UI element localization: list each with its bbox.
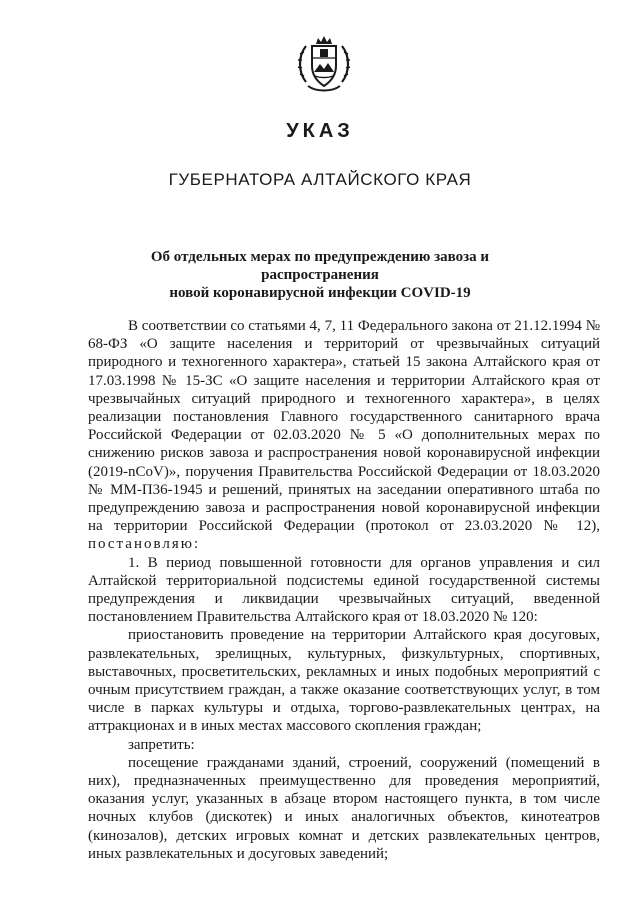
visits-paragraph: посещение гражданами зданий, строений, сооружений (помещений в них), предназначенных преимущественно для проведения мероприятий, оказания услуг, указанных в абзаце втором настоящего пункта, в том числе ночных клубов (дискотек) и иных аналогичных объектов, кинотеатров (кинозалов), детских игровых комнат и детских развлекательных центров, иных развлекательных и досуговых заведений; (88, 754, 600, 862)
resolve-word: постановляю: (88, 536, 201, 553)
document-title-line-1: Об отдельных мерах по предупреждению завоза и распространения (150, 249, 490, 283)
document-title (100, 248, 540, 302)
document-body (88, 317, 600, 863)
preamble-text: В соответствии со статьями 4, 7, 11 Федерального закона от 21.12.1994 № 68-ФЗ «О защите населения и территорий от чрезвычайных ситуаций природного и техногенного характера», статьей 15 закона Алтайского края от 17.03.1998 № 15-ЗС «О защите населения и территории Алтайского края от чрезвычайных ситуаций природного и техногенного характера», в целях реализации постановления Главного государственного санитарного врача Российской Федерации от 02.03.2020 № 5 «О дополнительных мерах по снижению рисков завоза и распространения новой коронавирусной инфекции (2019-nCoV)», поручения Правительства Российской Федерации от 18.03.2020 № ММ-П36-1945 и решений, принятых на заседании оперативного штаба по предупреждению завоза и распространения новой коронавирусной инфекции на территории Российской Федерации (протокол от 23.03.2020 № 12), (88, 318, 600, 535)
item-1-paragraph: 1. В период повышенной готовности для органов управления и сил Алтайской территориальной подсистемы единой государственной системы предупреждения и ликвидации чрезвычайных ситуаций, введенной постановлением Правительства Алтайского края от 18.03.2020 № 120: (88, 554, 600, 626)
prohibit-paragraph: запретить: (128, 736, 195, 753)
document-title-line-2: новой коронавирусной инфекции COVID-19 (169, 285, 471, 301)
decree-heading: УКАЗ (286, 120, 354, 142)
issuer-heading: ГУБЕРНАТОРА АЛТАЙСКОГО КРАЯ (168, 170, 472, 189)
coat-of-arms-icon (292, 32, 356, 96)
suspend-paragraph: приостановить проведение на территории Алтайского края досуговых, развлекательных, зрелищных, культурных, физкультурных, спортивных, выставочных, просветительских, рекламных и иных подобных мероприятий с очным присутствием граждан, а также оказание соответствующих услуг, в том числе в парках культуры и отдыха, торгово-развлекательных центрах, на аттракционах и в иных местах массового скопления граждан; (88, 627, 600, 735)
preamble-paragraph (88, 317, 600, 554)
